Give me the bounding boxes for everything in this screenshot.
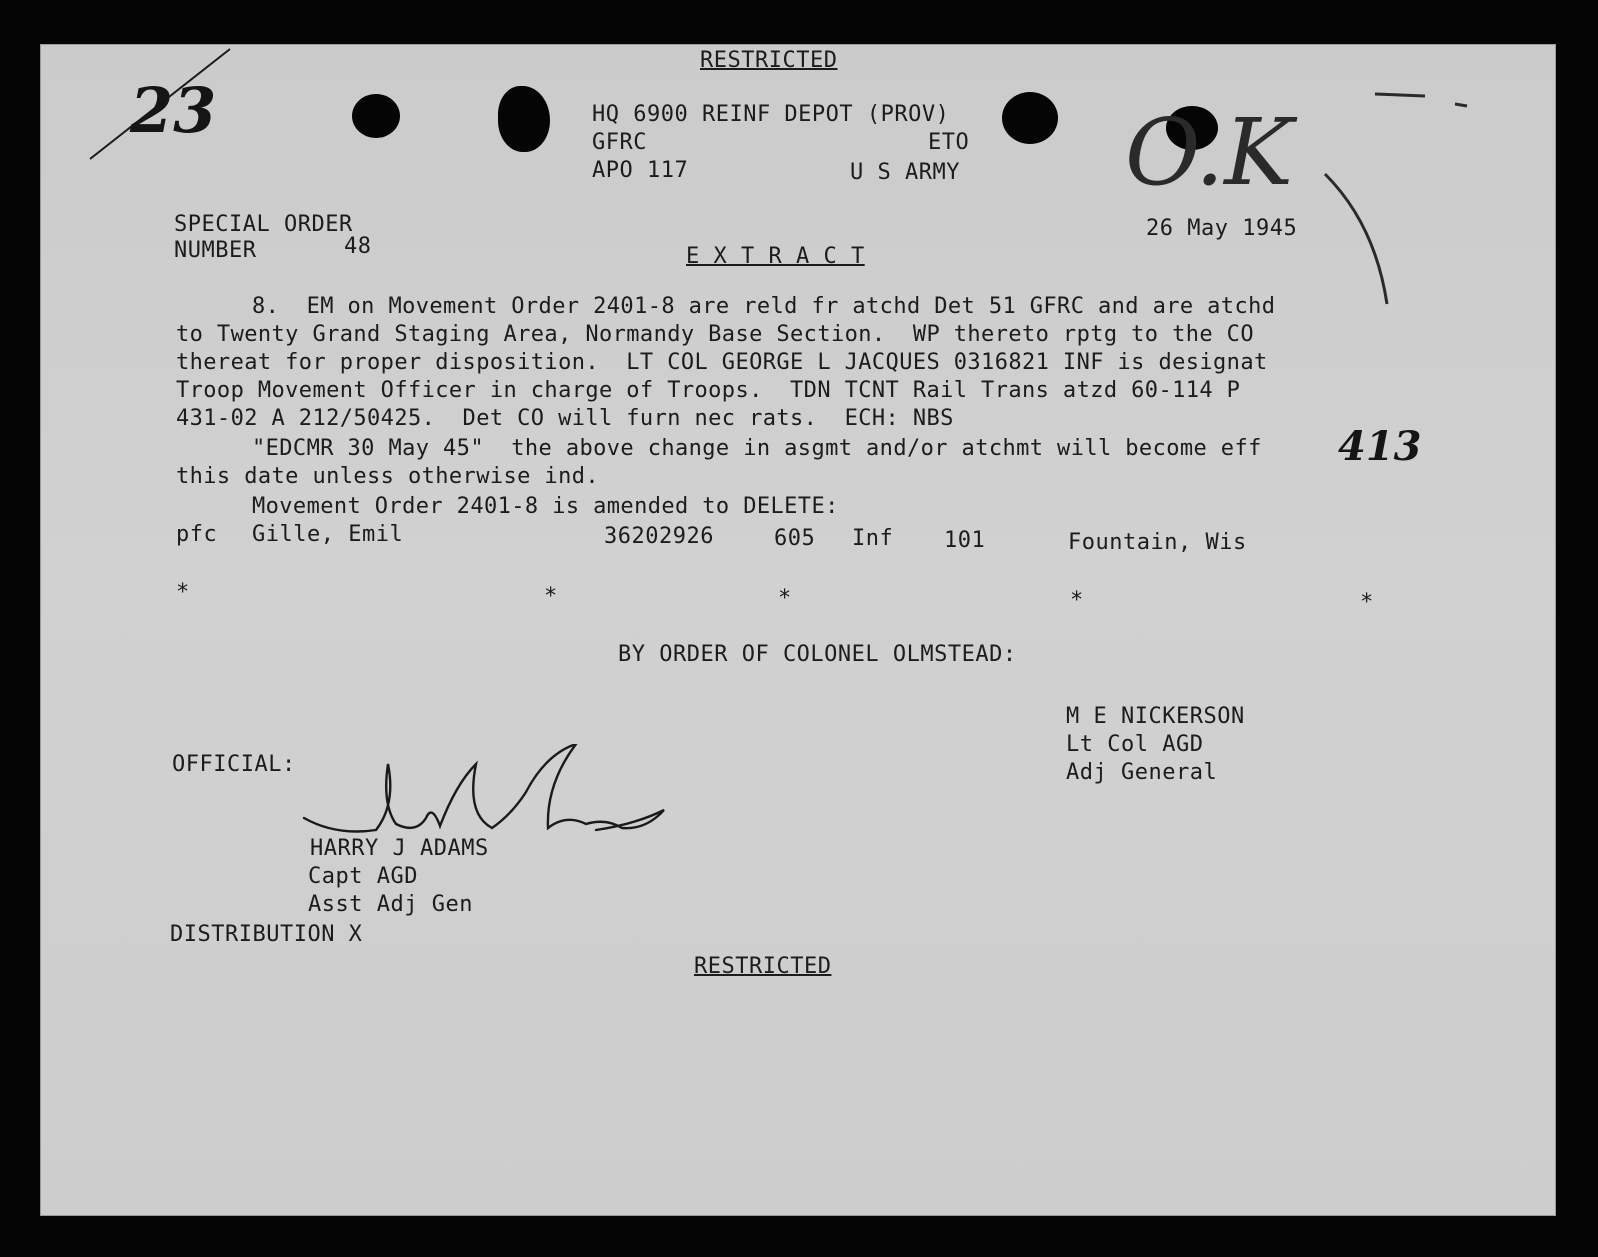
separator-star: *	[1070, 588, 1084, 613]
order-number-label: NUMBER	[174, 238, 257, 263]
separator-star: *	[1360, 590, 1374, 615]
commander-name: M E NICKERSON	[1066, 704, 1245, 729]
punch-hole	[352, 94, 400, 138]
classification-top: RESTRICTED	[700, 48, 838, 73]
order-number: 48	[344, 234, 372, 259]
entry-location: Fountain, Wis	[1068, 530, 1247, 555]
army-line: U S ARMY	[850, 160, 960, 185]
unit-line: HQ 6900 REINF DEPOT (PROV)	[592, 102, 950, 127]
separator-star: *	[176, 580, 190, 605]
body-line: to Twenty Grand Staging Area, Normandy Base Section. WP thereto rptg to the CO	[176, 322, 1254, 347]
order-date: 26 May 1945	[1146, 216, 1298, 241]
body-line: Troop Movement Officer in charge of Troops. TDN TCNT Rail Trans atzd 60-114 P	[176, 378, 1241, 403]
handwritten-note-top-left	[80, 44, 240, 174]
distribution-line: DISTRIBUTION X	[170, 922, 363, 947]
extract-title: E X T R A C T	[686, 244, 865, 269]
handwritten-number: 23	[130, 74, 217, 147]
signer-rank: Capt AGD	[308, 864, 418, 889]
signer-name: HARRY J ADAMS	[310, 836, 489, 861]
entry-grade: pfc	[176, 522, 218, 547]
punch-hole	[1002, 92, 1058, 144]
body-line: this date unless otherwise ind.	[176, 464, 599, 489]
entry-code: 605	[774, 526, 816, 551]
body-line: 431-02 A 212/50425. Det CO will furn nec rats. ECH: NBS	[176, 406, 954, 431]
punch-hole	[498, 86, 550, 152]
entry-branch: Inf	[852, 526, 894, 551]
separator-star: *	[544, 584, 558, 609]
commander-title: Adj General	[1066, 760, 1218, 785]
command-right: ETO	[928, 130, 970, 155]
command-left: GFRC	[592, 130, 647, 155]
order-type: SPECIAL ORDER	[174, 212, 353, 237]
handwritten-page-number	[1338, 420, 1438, 470]
signer-title: Asst Adj Gen	[308, 892, 473, 917]
handwritten-ok-text: O.K	[1125, 99, 1294, 206]
page-number-text: 413	[1338, 423, 1422, 470]
apo-line: APO 117	[592, 158, 689, 183]
official-label: OFFICIAL:	[172, 752, 296, 777]
body-line: 8. EM on Movement Order 2401-8 are reld fr atchd Det 51 GFRC and are atchd	[252, 294, 1276, 319]
entry-name: Gille, Emil	[252, 522, 404, 547]
document-sheet	[40, 44, 1556, 1216]
classification-bottom: RESTRICTED	[694, 954, 832, 979]
body-line: "EDCMR 30 May 45" the above change in asgmt and/or atchmt will become eff	[252, 436, 1262, 461]
by-order-line: BY ORDER OF COLONEL OLMSTEAD:	[618, 642, 1017, 667]
handwritten-ok-mark	[1125, 84, 1485, 314]
separator-star: *	[778, 586, 792, 611]
entry-serial: 36202926	[604, 524, 714, 549]
body-line: Movement Order 2401-8 is amended to DELETE:	[252, 494, 839, 519]
body-line: thereat for proper disposition. LT COL GEORGE L JACQUES 0316821 INF is designat	[176, 350, 1268, 375]
commander-rank: Lt Col AGD	[1066, 732, 1204, 757]
entry-number: 101	[944, 528, 986, 553]
